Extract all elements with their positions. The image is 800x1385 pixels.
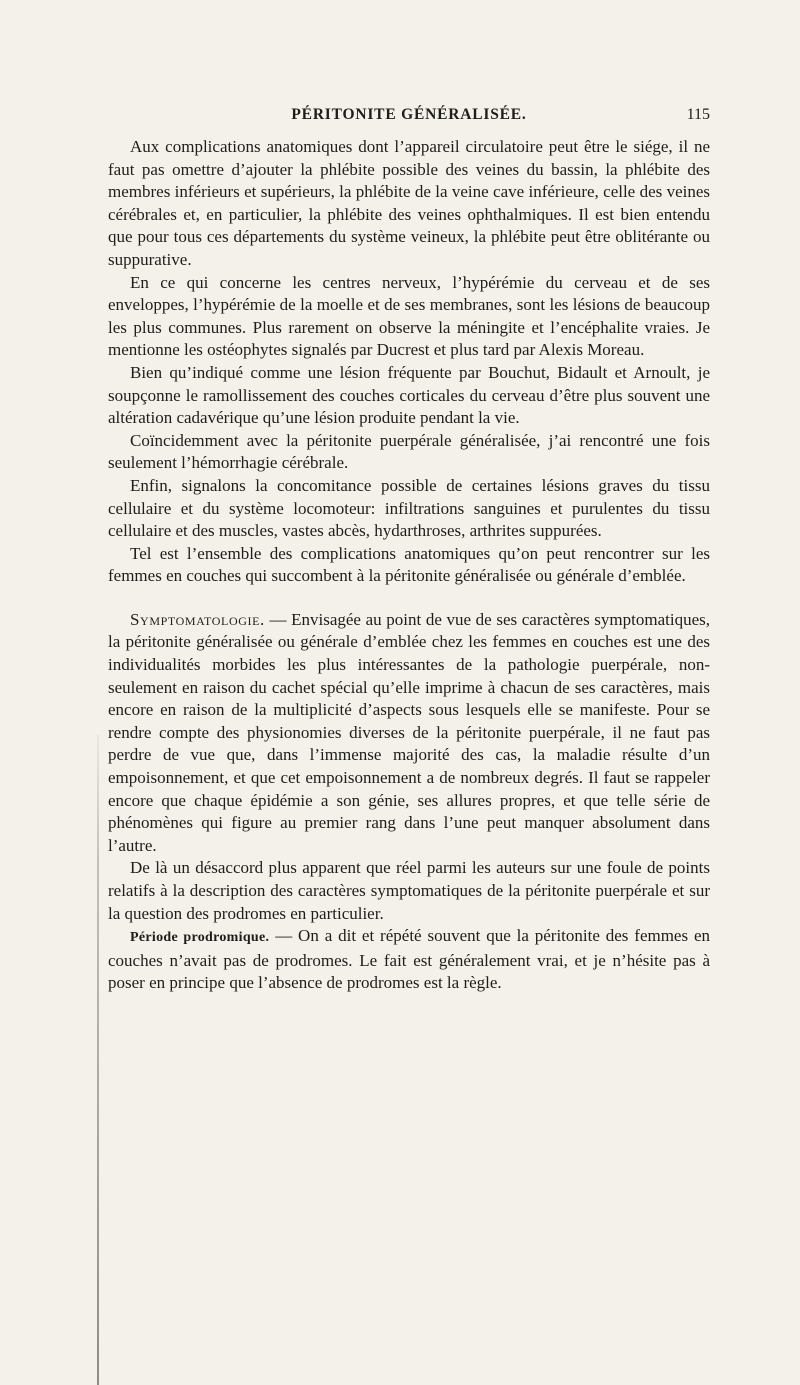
section-heading-periode: Période prodromique. (130, 930, 270, 946)
page-number: 115 (686, 106, 710, 123)
periode-text: — On a dit et répété souvent que la péritonite des femmes en couches n’avait pas de prodromes. Le fait est généralement vrai, et je n’hésite pas à poser en principe que l’absence de prodromes est la règle. (108, 926, 711, 993)
paragraph-hemorrhagie: Coïncidemment avec la péritonite puerpérale généralisée, j’ai rencontré une fois seulement l’hémorrhagie cérébrale. (108, 430, 710, 473)
paragraph-ramollissement: Bien qu’indiqué comme une lésion fréquente par Bouchut, Bidault et Arnoult, je soupçonne le ramollissement des couches corticales du cerveau d’être plus souvent une altération cadavérique qu’une lésion produite pendant la vie. (108, 362, 710, 428)
paragraph-centres-nerveux: En ce qui concerne les centres nerveux, l’hypérémie du cerveau et de ses enveloppes, l’hypérémie de la moelle et de ses membranes, sont les lésions de beaucoup les plus communes. Plus rarement on observe la méningite et l’encéphalite vraies. Je mentionne les ostéophytes signalés par Ducrest et plus tard par Alexis Moreau. (108, 272, 710, 360)
paragraph-symptomatologie (108, 609, 710, 858)
section-gap (108, 588, 710, 609)
page-body (108, 136, 710, 995)
page-edge-shadow (97, 735, 99, 1385)
paragraph-desaccord: De là un désaccord plus apparent que réel parmi les auteurs sur une foule de points relatifs à la description des caractères symptomatiques de la péritonite puerpérale et sur la question des prodromes en particulier. (108, 858, 710, 923)
section-heading-symptomatologie: Symptomatologie. (130, 609, 265, 629)
paragraph-tissu-cellulaire: Enfin, signalons la concomitance possible de certaines lésions graves du tissu cellulaire et du système locomoteur: infiltrations sanguines et purulentes du tissu cellulaire et des muscles, vastes abcès, hydarthroses, arthrites suppurées. (108, 475, 710, 541)
paragraph-complications-circulatoires: Aux complications anatomiques dont l’appareil circulatoire peut être le siége, il ne faut pas omettre d’ajouter la phlébite possible des veines du bassin, la phlébite des membres inférieurs et supérieurs, la phlébite de la veine cave inférieure, celle des veines cérébrales et, en particulier, la phlébite des veines ophthalmiques. Il est bien entendu que pour tous ces départements du système veineux, la phlébite peut être oblitérante ou suppurative. (108, 137, 710, 269)
symptomatologie-text: — Envisagée au point de vue de ses caractères symptomatiques, la péritonite généralisée ou générale d’emblée chez les femmes en couches est une des individualités morbides les plus intéressantes de la pathologie puerpérale, non-seulement en raison du cachet spécial qu’elle imprime à chacun de ses caractères, mais encore en raison de la multiplicité d’aspects sous lesquels elle se manifeste. Pour se rendre compte des physionomies diverses de la péritonite puerpérale, il ne faut pas perdre de vue que, dans l’immense majorité des cas, la maladie résulte d’un empoisonnement, et que cet empoisonnement a de nombreux degrés. Il faut se rappeler encore que chaque épidémie a son génie, ses allures propres, et que telle série de phénomènes qui figure au premier rang dans l’une peut manquer absolument dans l’autre. (108, 609, 710, 855)
paragraph-ensemble: Tel est l’ensemble des complications anatomiques qu’on peut rencontrer sur les femmes en couches qui succombent à la péritonite généralisée ou générale d’emblée. (108, 543, 710, 586)
paragraph-periode-prodromique (108, 925, 710, 995)
running-title: PÉRITONITE GÉNÉRALISÉE. (291, 106, 527, 123)
page-header (108, 106, 710, 130)
